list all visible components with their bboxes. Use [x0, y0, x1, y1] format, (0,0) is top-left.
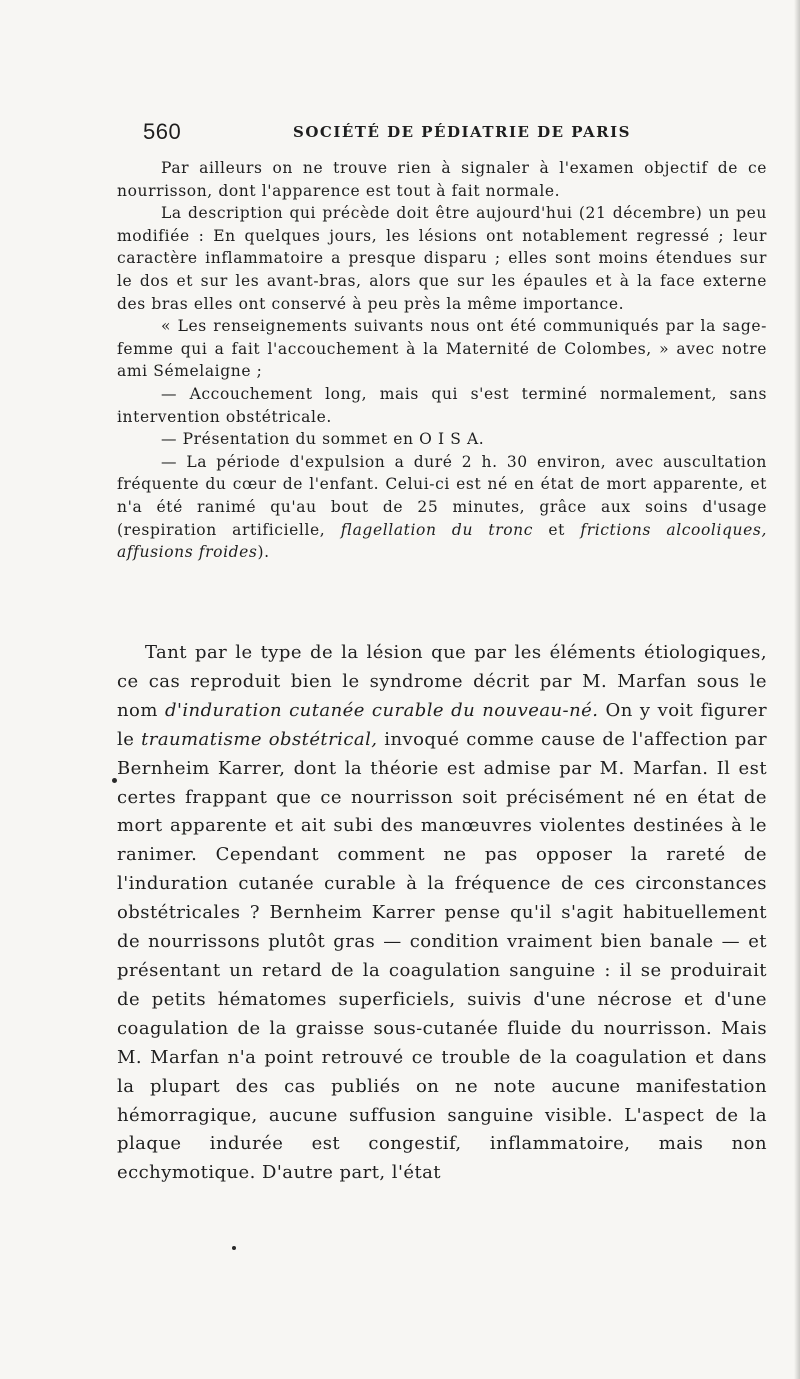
paragraph: Par ailleurs on ne trouve rien à signaler à l'examen objectif de ce nourrisson, dont l'apparence est tout à fait normale. [117, 159, 767, 200]
italic-term: frictions alcooliques, affusions froides [117, 520, 767, 562]
print-speck [112, 778, 117, 783]
discussion-text [117, 639, 767, 1188]
paragraph: — Accouchement long, mais qui s'est terminé normalement, sans intervention obstétricale. [117, 384, 767, 426]
page-number: 560 [143, 119, 182, 144]
text-run: On y voit figurer le [117, 699, 768, 750]
text-run: invoqué comme cause de l'affection par Bernheim Karrer, dont la théorie est admise par M. Marfan. Il est certes frappant que ce nourrisson soit précisément né en état de mort apparente et ait subi des manœuvres violentes destinées à le ranimer. Cependant comment ne pas opposer la rareté de l'induration cutanée curable à la fréquence de ces circonstances obstétricales ? Bernheim Karrer pense qu'il s'agit habituellement de nourrissons plutôt gras — condition vraiment bien banale — et présentant un retard de la coagulation sanguine : il se produirait de petits hématomes superficiels, suivis d'une nécrose et d'une coagulation de la graisse sous-cutanée fluide du nourrisson. Mais M. Marfan n'a point retrouvé ce trouble de la coagulation et dans la plupart des cas publiés on ne note aucune manifestation hémorragique, aucune suffusion sanguine visible. L'aspect de la plaque indurée est congestif, inflammatoire, mais non ecchymotique. D'autre part, l'état [117, 728, 767, 1184]
italic-term: d'induration cutanée curable du nouveau-né. [164, 699, 599, 721]
italic-term: traumatisme obstétrical, [141, 728, 378, 750]
running-title: SOCIÉTÉ DE PÉDIATRIE DE PARIS [293, 123, 631, 141]
paragraph [117, 451, 767, 564]
page-edge-shadow [794, 0, 800, 1379]
paragraph: La description qui précède doit être aujourd'hui (21 décembre) un peu modifiée : En quelques jours, les lésions ont notablement regressé ; leur caractère inflammatoire a presque disparu ; elles sont moins étendues sur le dos et sur les avant-bras, alors que sur les épaules et à la face externe des bras elles ont conservé à peu près la même importance. [117, 204, 767, 313]
clinical-observation-text [117, 157, 767, 564]
page-header [143, 119, 765, 149]
paragraph: — Présentation du sommet en O I S A. [161, 430, 485, 449]
text-run: — La période d'expulsion a duré 2 h. 30 environ, avec auscultation fréquente du cœur de l'enfant. Celui-ci est né en état de mort apparente, et n'a été ranimé qu'au bout de 25 minutes, grâce aux soins d'usage (respiration artificielle, [117, 452, 767, 539]
paragraph: « Les renseignements suivants nous ont été communiqués par la sage-femme qui a fait l'accouchement à la Maternité de Colombes, » avec notre ami Sémelaigne ; [117, 317, 767, 381]
print-speck [232, 1246, 236, 1250]
italic-term: flagellation du tronc [340, 520, 534, 539]
text-run: Tant par le type de la lésion que par les éléments étiologiques, ce cas reproduit bien le syndrome décrit par M. Marfan sous le nom [117, 642, 767, 721]
paragraph [117, 639, 767, 1188]
text-run: et [548, 520, 565, 539]
text-run: ). [257, 543, 270, 562]
